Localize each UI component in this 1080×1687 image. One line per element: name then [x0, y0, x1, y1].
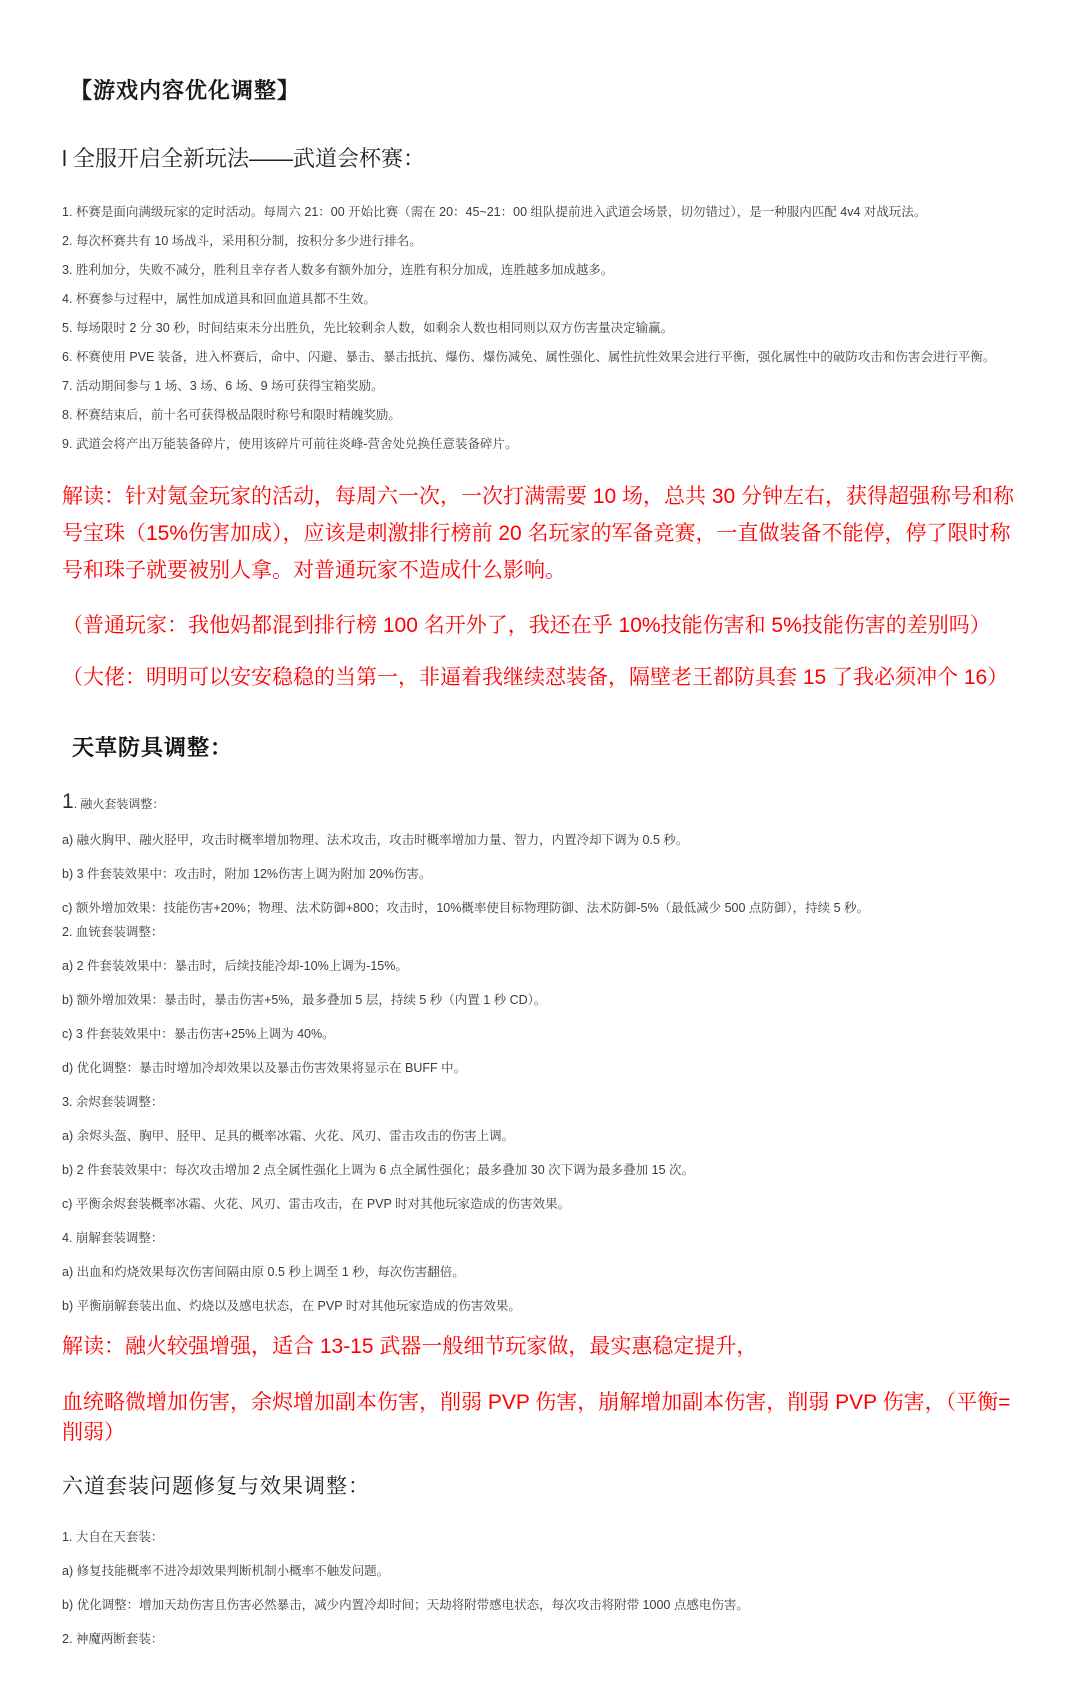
detail-line: 4. 崩解套装调整：: [62, 1231, 164, 1245]
liudao-detail-list: [62, 1530, 1022, 1647]
cup-rule-5: 5. 每场限时 2 分 30 秒，时间结束未分出胜负，先比较剩余人数，如剩余人数也相同则以双方伤害量决定输赢。: [62, 321, 674, 335]
commentary-paragraph-1: 解读：针对氪金玩家的活动，每周六一次，一次打满需要 10 场，总共 30 分钟左右，获得超强称号和称号宝珠（15%伤害加成），应该是刺激排行榜前 20 名玩家的军备竞赛，一直做装备不能停，停了限时称号和珠子就要被别人拿。对普通玩家不造成什么影响。: [62, 485, 1015, 582]
detail-line: 2. 神魔两断套装：: [62, 1632, 164, 1646]
set1-label: . 融火套装调整：: [73, 797, 165, 811]
tiancao-red-note-2: 血统略微增加伤害，余烬增加副本伤害，削弱 PVP 伤害，崩解增加副本伤害，削弱 PVP 伤害，（平衡=削弱）: [62, 1391, 1011, 1444]
liudao-section-heading: 六道套装问题修复与效果调整：: [62, 1475, 370, 1498]
detail-line: a) 修复技能概率不进冷却效果判断机制小概率不触发问题。: [62, 1564, 390, 1578]
cup-rule-9: 9. 武道会将产出万能装备碎片，使用该碎片可前往炎峰-营舍处兑换任意装备碎片。: [62, 437, 518, 451]
detail-line: b) 优化调整：增加天劫伤害且伤害必然暴击，减少内置冷却时间；天劫将附带感电状态，每次攻击将附带 1000 点感电伤害。: [62, 1598, 749, 1612]
detail-line: 1. 大自在天套装：: [62, 1530, 164, 1544]
cup-section-heading: l 全服开启全新玩法——武道会杯赛：: [62, 146, 426, 171]
tiancao-section-heading: 天草防具调整：: [72, 735, 234, 760]
cup-rules-list: [62, 205, 1022, 452]
cup-rule-1: 1. 杯赛是面向满级玩家的定时活动。每周六 21：00 开始比赛（需在 20：45~21：00 组队提前进入武道会场景，切勿错过），是一种服内匹配 4v4 对战玩法。: [62, 205, 927, 219]
detail-line: d) 优化调整：暴击时增加冷却效果以及暴击伤害效果将显示在 BUFF 中。: [62, 1061, 467, 1075]
tiancao-detail-list: [62, 833, 1022, 1314]
set1-heading-line: [62, 790, 1022, 814]
detail-line: a) 融火胸甲、融火胫甲，攻击时概率增加物理、法术攻击，攻击时概率增加力量、智力，内置冷却下调为 0.5 秒。: [62, 833, 689, 847]
cup-rule-4: 4. 杯赛参与过程中，属性加成道具和回血道具都不生效。: [62, 292, 376, 306]
commentary-paragraph-3: （大佬：明明可以安安稳稳的当第一，非逼着我继续怼装备，隔壁老王都防具套 15 了我必须冲个 16）: [62, 666, 1009, 689]
cup-rule-7: 7. 活动期间参与 1 场、3 场、6 场、9 场可获得宝箱奖励。: [62, 379, 384, 393]
detail-line: c) 额外增加效果：技能伤害+20%；物理、法术防御+800；攻击时，10%概率使目标物理防御、法术防御-5%（最低减少 500 点防御），持续 5 秒。: [62, 901, 870, 915]
tiancao-red-note-1: 解读：融火较强增强，适合 13-15 武器一般细节玩家做，最实惠稳定提升，: [62, 1335, 758, 1358]
detail-line: a) 余烬头盔、胸甲、胫甲、足具的概率冰霜、火花、风刃、雷击攻击的伤害上调。: [62, 1129, 515, 1143]
cup-rule-6: 6. 杯赛使用 PVE 装备，进入杯赛后，命中、闪避、暴击、暴击抵抗、爆伤、爆伤减免、属性强化、属性抗性效果会进行平衡，强化属性中的破防攻击和伤害会进行平衡。: [62, 350, 996, 364]
detail-line: c) 平衡余烬套装概率冰霜、火花、风刃、雷击攻击，在 PVP 时对其他玩家造成的伤害效果。: [62, 1197, 571, 1211]
doc-title: 【游戏内容优化调整】: [70, 78, 301, 103]
detail-line: 3. 余烬套装调整：: [62, 1095, 164, 1109]
detail-line: b) 额外增加效果：暴击时，暴击伤害+5%，最多叠加 5 层，持续 5 秒（内置 1 秒 CD）。: [62, 993, 547, 1007]
detail-line: b) 3 件套装效果中：攻击时，附加 12%伤害上调为附加 20%伤害。: [62, 867, 432, 881]
detail-line: b) 2 件套装效果中：每次攻击增加 2 点全属性强化上调为 6 点全属性强化；最多叠加 30 次下调为最多叠加 15 次。: [62, 1163, 695, 1177]
detail-line: 2. 血铳套装调整：: [62, 925, 164, 939]
detail-line: a) 出血和灼烧效果每次伤害间隔由原 0.5 秒上调至 1 秒，每次伤害翻倍。: [62, 1265, 465, 1279]
commentary-paragraph-2: （普通玩家：我他妈都混到排行榜 100 名开外了，我还在乎 10%技能伤害和 5%技能伤害的差别吗）: [62, 614, 991, 637]
cup-rule-8: 8. 杯赛结束后，前十名可获得极品限时称号和限时精魄奖励。: [62, 408, 401, 422]
detail-line: b) 平衡崩解套装出血、灼烧以及感电状态，在 PVP 时对其他玩家造成的伤害效果。: [62, 1299, 521, 1313]
cup-rule-2: 2. 每次杯赛共有 10 场战斗，采用积分制，按积分多少进行排名。: [62, 234, 422, 248]
detail-line: a) 2 件套装效果中：暴击时，后续技能冷却-10%上调为-15%。: [62, 959, 408, 973]
cup-rule-3: 3. 胜利加分，失败不减分，胜利且幸存者人数多有额外加分，连胜有积分加成，连胜越多加成越多。: [62, 263, 614, 277]
detail-line: c) 3 件套装效果中：暴击伤害+25%上调为 40%。: [62, 1027, 335, 1041]
set1-number-marker: 1: [62, 790, 74, 813]
